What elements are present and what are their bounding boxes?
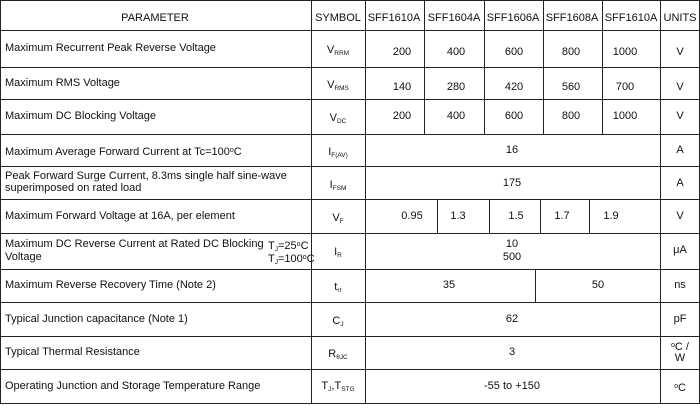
unit: ns (674, 279, 686, 291)
unit: pF (673, 313, 687, 325)
value-cell: 10 (505, 238, 519, 250)
header-part: SFF1608A (545, 12, 599, 24)
unit: V (676, 81, 684, 93)
value-cell: 700 (615, 81, 635, 93)
value-cell: 200 (392, 46, 412, 58)
rule (0, 269, 700, 270)
value-cell: 280 (446, 81, 466, 93)
rule (0, 0, 1, 404)
header-part: SFF1606A (486, 12, 540, 24)
rule (489, 199, 490, 234)
param-label: superimposed on rated load (5, 182, 142, 194)
rule (0, 403, 700, 404)
value-cell: 175 (502, 177, 522, 189)
value-cell: 1.5 (508, 210, 524, 222)
value-cell: 1000 (612, 46, 638, 58)
param-label: Maximum DC Blocking Voltage (5, 110, 157, 122)
value-cell: 400 (446, 46, 466, 58)
unit: $^o$C / (671, 341, 689, 353)
test-condition: $T_J=25^oC$ (268, 240, 309, 253)
value-cell: 0.95 (401, 210, 423, 222)
value-cell: 35 (442, 279, 456, 291)
value-cell: 140 (392, 81, 412, 93)
header-part: SFF1604A (427, 12, 481, 24)
value-cell: 16 (505, 144, 519, 156)
unit: W (674, 352, 686, 364)
value-cell: 800 (561, 110, 581, 122)
rule (0, 67, 700, 68)
param-label: Maximum DC Reverse Current at Rated DC Blocking (5, 238, 264, 250)
rule (437, 199, 438, 234)
value-cell: 200 (392, 110, 412, 122)
unit: A (676, 144, 684, 156)
rule (535, 269, 536, 303)
header-symbol: SYMBOL (315, 12, 361, 24)
rule (311, 0, 312, 404)
rule (484, 0, 485, 135)
value-cell: 50 (591, 279, 605, 291)
value-cell: 1.3 (450, 210, 466, 222)
value-cell: 1.7 (554, 210, 570, 222)
symbol: $T_J,T_{STG}$ (321, 380, 355, 393)
param-label: Maximum RMS Voltage (5, 77, 120, 89)
header-parameter: PARAMETER (121, 12, 189, 24)
value-cell: 500 (502, 251, 522, 263)
rule (602, 0, 603, 135)
rule (0, 369, 700, 370)
symbol: $V_{DC}$ (329, 112, 347, 125)
unit: $^o$C (674, 382, 686, 394)
rule (0, 199, 700, 200)
rule (0, 30, 700, 31)
symbol: $V_F$ (332, 212, 344, 225)
rule (589, 199, 590, 234)
test-condition: $T_J=100^oC$ (268, 253, 315, 266)
header-part: SFF1610A (604, 12, 658, 24)
value-cell: 800 (561, 46, 581, 58)
symbol: $I_R$ (334, 246, 342, 259)
value-cell: 420 (504, 81, 524, 93)
value-cell: 1.9 (603, 210, 619, 222)
value-cell: 62 (505, 313, 519, 325)
param-label: Voltage (5, 251, 42, 263)
param-label: Maximum Forward Voltage at 16A, per element (5, 210, 235, 222)
symbol: $V_{RMS}$ (327, 79, 349, 92)
param-label: Typical Junction capacitance (Note 1) (5, 313, 188, 325)
rule (0, 0, 700, 1)
unit: A (676, 177, 684, 189)
value-cell: 560 (561, 81, 581, 93)
value-cell: 600 (504, 46, 524, 58)
rule (0, 336, 700, 337)
header-units: UNITS (663, 12, 697, 24)
rule (0, 166, 700, 167)
rule (0, 134, 700, 135)
unit: V (676, 110, 684, 122)
value-cell: 1000 (612, 110, 638, 122)
rule (0, 302, 700, 303)
rule (660, 0, 661, 404)
symbol: $t_{rr}$ (334, 281, 342, 294)
unit: μA (673, 244, 687, 256)
unit: V (676, 46, 684, 58)
symbol: $I_{F(AV)}$ (328, 146, 348, 159)
rule (365, 0, 366, 404)
rule (0, 99, 700, 100)
symbol: $C_J$ (332, 315, 344, 328)
param-label: Operating Junction and Storage Temperature Range (5, 380, 261, 392)
rule (543, 0, 544, 135)
unit: V (676, 210, 684, 222)
param-label: Maximum Average Forward Current at $Tc=100^oC$ (5, 146, 242, 158)
value-cell: 3 (508, 346, 516, 358)
value-cell: 400 (446, 110, 466, 122)
symbol: $I_{FSM}$ (329, 179, 347, 192)
rule (540, 199, 541, 234)
param-label: Peak Forward Surge Current, 8.3ms single half sine-wave (5, 170, 287, 182)
rule (424, 0, 425, 135)
param-label: Typical Thermal Resistance (5, 346, 140, 358)
rule (0, 233, 700, 234)
param-label: Maximum Reverse Recovery Time (Note 2) (5, 279, 216, 291)
value-cell: -55 to +150 (484, 380, 540, 392)
header-part: SFF1610A (367, 12, 421, 24)
symbol: $R_{\theta JC}$ (328, 348, 348, 361)
value-cell: 600 (504, 110, 524, 122)
symbol: $V_{RRM}$ (326, 44, 350, 57)
param-label: Maximum Recurrent Peak Reverse Voltage (5, 42, 216, 54)
